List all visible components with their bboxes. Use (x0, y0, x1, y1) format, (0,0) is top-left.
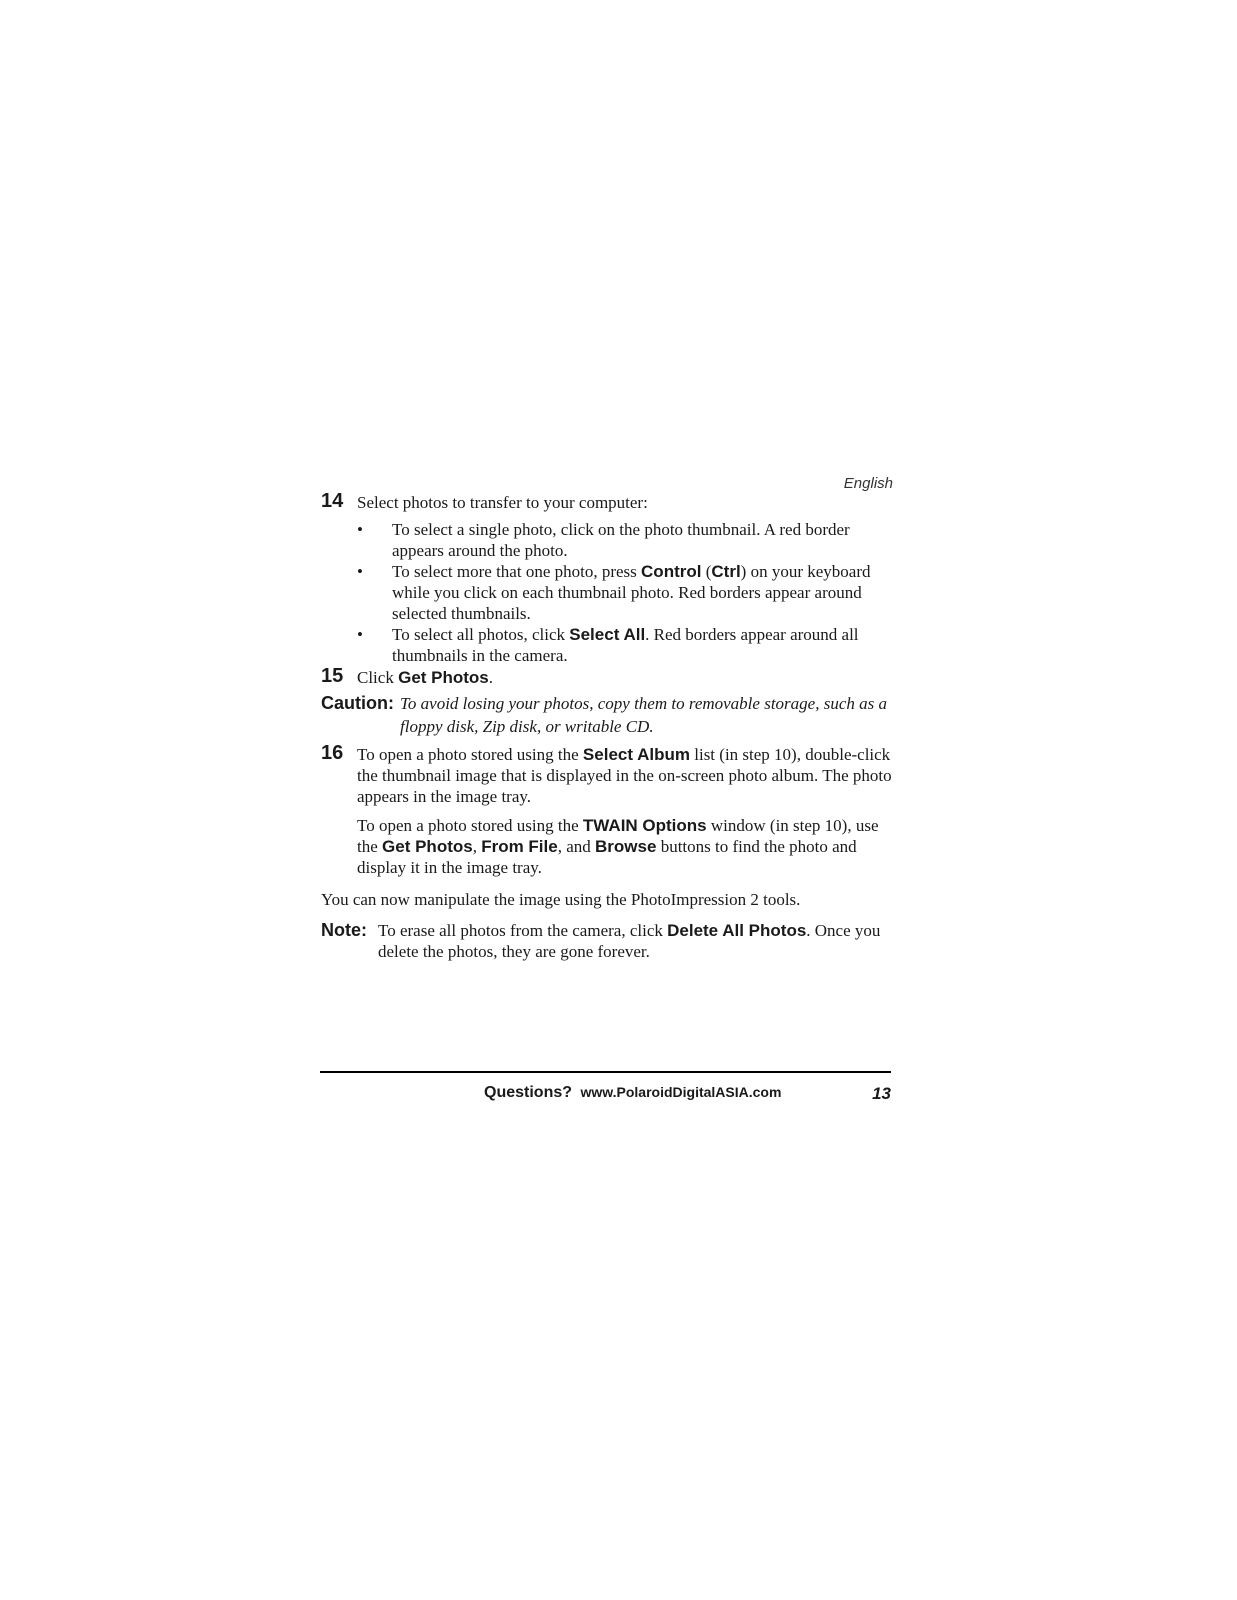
language-label: English (843, 475, 893, 492)
step-16 (321, 744, 893, 807)
text-fragment: . Once you delete the photos, they are gone forever. (378, 921, 881, 961)
step-number: 16 (321, 742, 344, 764)
text-fragment: To open a photo stored using the (357, 745, 583, 764)
select-album-label: Select Album (582, 745, 690, 764)
caution-block (321, 692, 893, 738)
text-fragment: window (in step 10), use the (357, 816, 879, 856)
list-item (357, 624, 893, 666)
select-all-button-label: Select All (569, 625, 646, 644)
list-item-text: To select all photos, click (392, 625, 570, 644)
footer (484, 1084, 781, 1102)
note-block (321, 920, 893, 962)
twain-options-label: TWAIN Options (582, 816, 707, 835)
text-fragment: list (in step 10), double-click the thumbnail image that is displayed in the on-screen photo album. The photo appears in the image tray. (357, 745, 892, 806)
get-photos-button-label: Get Photos (382, 837, 473, 856)
step-text: Click (357, 668, 399, 687)
bullet-list (357, 519, 893, 666)
from-file-button-label: From File (481, 837, 558, 856)
bullet-icon: • (357, 625, 363, 644)
control-key-label: Control (641, 562, 702, 581)
step-number: 15 (321, 665, 344, 687)
bullet-icon: • (357, 562, 363, 581)
step-paragraph (357, 744, 893, 807)
text-fragment: buttons to find the photo and display it in the image tray. (357, 837, 857, 877)
page-number: 13 (872, 1084, 891, 1103)
list-item-text: To select more that one photo, press (392, 562, 642, 581)
text-fragment: To open a photo stored using the (357, 816, 583, 835)
page-content (321, 492, 893, 962)
text-fragment: ) on your keyboard while you click on each thumbnail photo. Red borders appear around selected thumbnails. (392, 562, 871, 623)
step-text: Select photos to transfer to your computer: (357, 493, 648, 512)
get-photos-button-label: Get Photos (398, 668, 489, 687)
caution-text: To avoid losing your photos, copy them to removable storage, such as a floppy disk, Zip disk, or writable CD. (400, 694, 887, 736)
text-fragment: , and (557, 837, 596, 856)
list-item (357, 519, 893, 561)
footer-divider (320, 1071, 891, 1073)
text-fragment: ( (701, 562, 712, 581)
text-fragment: . (488, 668, 494, 687)
text-fragment: , (472, 837, 482, 856)
list-item (357, 561, 893, 624)
delete-all-photos-label: Delete All Photos (667, 921, 807, 940)
text-fragment: To erase all photos from the camera, click (378, 921, 668, 940)
browse-button-label: Browse (595, 837, 657, 856)
note-label: Note: (321, 920, 367, 940)
step-number: 14 (321, 490, 344, 512)
step-16-paragraph-2 (321, 815, 893, 878)
footer-questions: Questions? (484, 1084, 573, 1101)
text-fragment: . Red borders appear around all thumbnails in the camera. (392, 625, 859, 665)
caution-label: Caution: (321, 693, 394, 713)
ctrl-key-label: Ctrl (711, 562, 741, 581)
list-item-text: To select a single photo, click on the photo thumbnail. A red border appears around the photo. (392, 520, 850, 560)
bullet-icon: • (357, 520, 363, 539)
step-15 (321, 667, 893, 688)
step-14 (321, 492, 893, 666)
footer-url: www.PolaroidDigitalASIA.com (580, 1084, 782, 1100)
closing-paragraph: You can now manipulate the image using the PhotoImpression 2 tools. (321, 890, 801, 909)
